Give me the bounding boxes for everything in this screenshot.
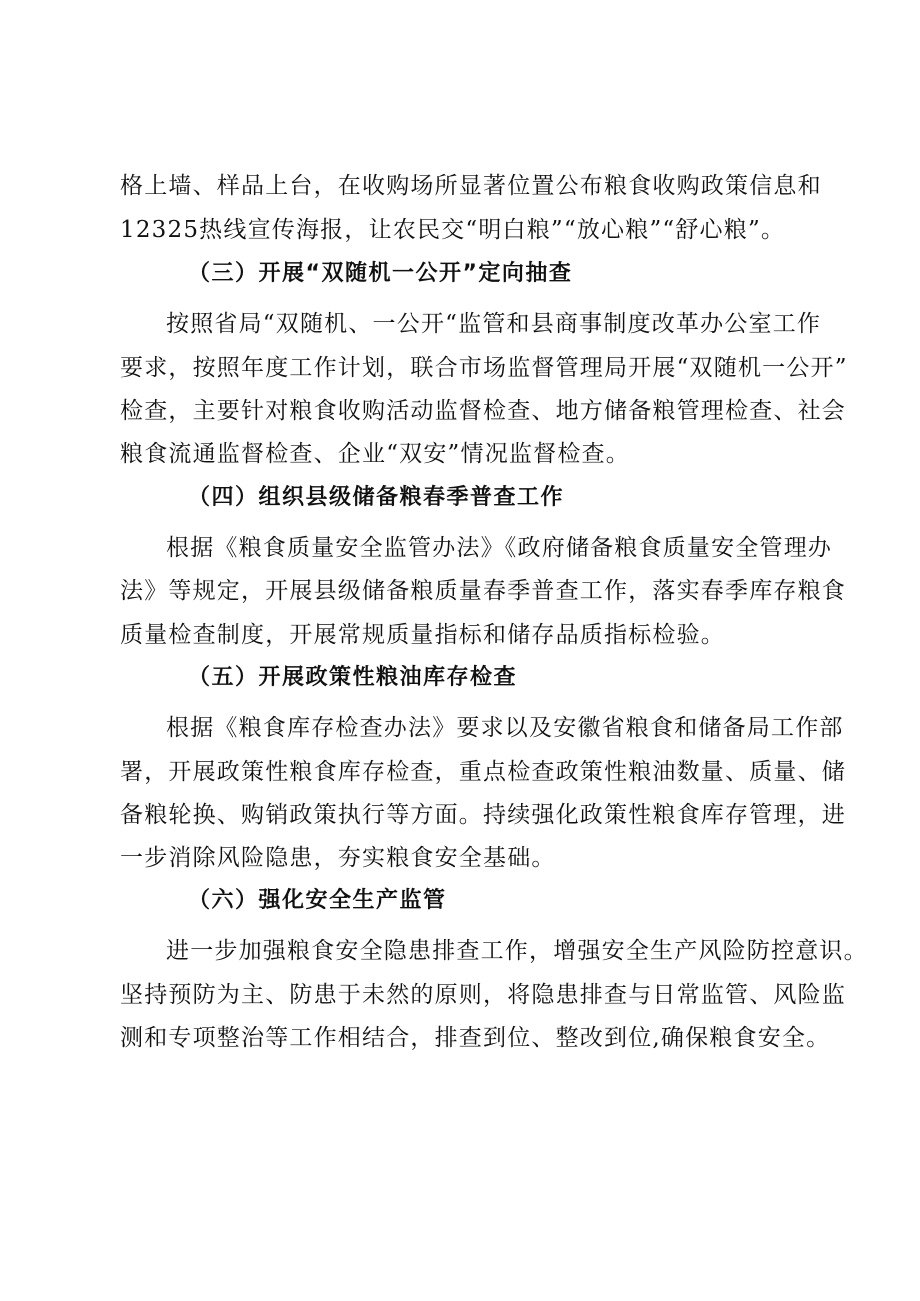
- section-heading-5: （五）开展政策性粮油库存检查: [188, 665, 518, 690]
- paragraph-line: 要求，按照年度工作计划，联合市场监督管理局开展“双随机一公开”: [120, 355, 848, 381]
- paragraph-line: 进一步加强粮食安全隐患排查工作，增强安全生产风险防控意识。: [166, 938, 868, 964]
- paragraph-line: 备粮轮换、购销政策执行等方面。持续强化政策性粮食库存管理，进: [120, 802, 846, 828]
- paragraph-line: 署，开展政策性粮食库存检查，重点检查政策性粮油数量、质量、储: [120, 759, 846, 785]
- paragraph-line: 12325热线宣传海报，让农民交“明白粮”“放心粮”“舒心粮”。: [120, 217, 786, 243]
- section-heading-3: （三）开展“双随机一公开”定向抽查: [188, 261, 573, 286]
- paragraph-line: 测和专项整治等工作相结合，排查到位、整改到位,确保粮食安全。: [120, 1025, 831, 1051]
- paragraph-line: 格上墙、样品上台，在收购场所显著位置公布粮食收购政策信息和: [120, 173, 822, 199]
- paragraph-line: 根据《粮食库存检查办法》要求以及安徽省粮食和储备局工作部: [166, 715, 844, 741]
- paragraph-line: 检查，主要针对粮食收购活动监督检查、地方储备粮管理检查、社会: [120, 398, 846, 424]
- paragraph-line: 坚持预防为主、防患于未然的原则，将隐患排查与日常监管、风险监: [120, 982, 846, 1008]
- paragraph-line: 根据《粮食质量安全监管办法》《政府储备粮食质量安全管理办: [166, 535, 833, 561]
- paragraph-line: 粮食流通监督检查、企业“双安”情况监督检查。: [120, 441, 630, 467]
- paragraph-line: 按照省局“双随机、一公开“监管和县商事制度改革办公室工作: [166, 311, 822, 337]
- paragraph-line: 一步消除风险隐患，夯实粮食安全基础。: [120, 845, 556, 871]
- section-heading-6: （六）强化安全生产监管: [188, 888, 447, 913]
- section-heading-4: （四）组织县级储备粮春季普查工作: [188, 485, 565, 510]
- paragraph-line: 法》等规定，开展县级储备粮质量春季普查工作，落实春季库存粮食: [120, 578, 846, 604]
- paragraph-line: 质量检查制度，开展常规质量指标和储存品质指标检验。: [120, 622, 725, 648]
